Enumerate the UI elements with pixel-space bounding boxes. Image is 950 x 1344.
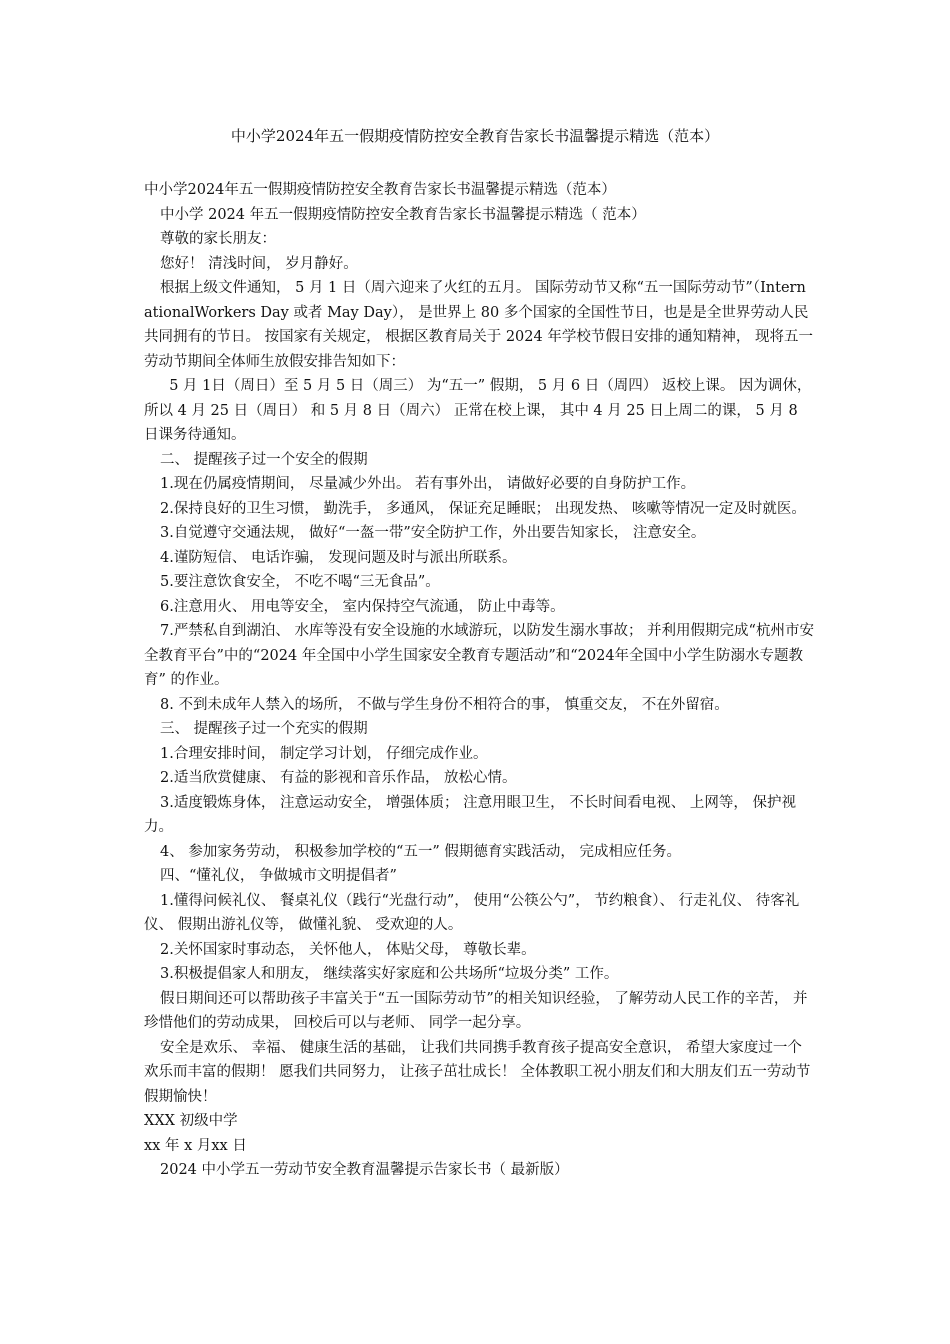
paragraph: XXX 初级中学 — [144, 1113, 238, 1129]
paragraph: 您好！ 清浅时间， 岁月静好。 — [160, 255, 358, 272]
paragraph: 3.适度锻炼身体， 注意运动安全， 增强体质； 注意用眼卫生， 不长时间看电视、 上网等， 保护视力。 — [144, 794, 796, 835]
paragraph: 中小学 2024 年五一假期疫情防控安全教育告家长书温馨提示精选（ 范本） — [160, 206, 646, 223]
paragraph: 8. 不到未成年人禁入的场所， 不做与学生身份不相符合的事， 慎重交友， 不在外留宿。 — [160, 696, 729, 713]
document-body — [144, 178, 817, 1183]
paragraph: 4.谨防短信、 电话诈骗， 发现问题及时与派出所联系。 — [160, 549, 517, 566]
paragraph: 1.现在仍属疫情期间， 尽量减少外出。 若有事外出， 请做好必要的自身防护工作。 — [160, 476, 696, 492]
paragraph: 3.自觉遵守交通法规， 做好“一盔一带”安全防护工作，外出要告知家长， 注意安全。 — [160, 525, 706, 541]
paragraph: 2.适当欣赏健康、 有益的影视和音乐作品， 放松心情。 — [160, 770, 517, 786]
paragraph: 2.关怀国家时事动态， 关怀他人， 体贴父母， 尊敬长辈。 — [160, 941, 536, 958]
paragraph: 2024 中小学五一劳动节安全教育温馨提示告家长书（ 最新版） — [160, 1162, 569, 1178]
paragraph: 安全是欢乐、 幸福、 健康生活的基础， 让我们共同携手教育孩子提高安全意识， 希望大家度过一个欢乐而丰富的假期！ 愿我们共同努力， 让孩子茁壮成长！ 全体教职工祝小朋友们和大朋友们五一劳动节假期愉快！ — [144, 1039, 811, 1105]
paragraph: 三、 提醒孩子过一个充实的假期 — [160, 721, 368, 737]
paragraph: 尊敬的家长朋友： — [160, 231, 276, 247]
paragraph: 2.保持良好的卫生习惯， 勤洗手， 多通风， 保证充足睡眠； 出现发热、 咳嗽等情况一定及时就医。 — [160, 500, 806, 517]
document-title: 中小学2024年五一假期疫情防控安全教育告家长书温馨提示精选（范本） — [230, 127, 720, 145]
paragraph: 3.积极提倡家人和朋友， 继续落实好家庭和公共场所“垃圾分类” 工作。 — [160, 966, 619, 982]
paragraph: xx 年 x 月xx 日 — [144, 1137, 247, 1154]
paragraph: 1.懂得问候礼仪、 餐桌礼仪（践行“光盘行动”， 使用“公筷公勺”， 节约粮食）、 行走礼仪、 待客礼仪、 假期出游礼仪等， 做懂礼貌、 受欢迎的人。 — [144, 892, 800, 933]
paragraph: 5.要注意饮食安全， 不吃不喝“三无食品”。 — [160, 574, 440, 590]
paragraph: 四、“懂礼仪， 争做城市文明提倡者” — [160, 868, 397, 884]
paragraph: 1.合理安排时间， 制定学习计划， 仔细完成作业。 — [160, 745, 488, 762]
paragraph: 5 月 1日（周日）至 5 月 5 日（周三） 为“五一” 假期， 5 月 6 日（周四） 返校上课。 因为调休， 所以 4 月 25 日（周日） 和 5 月 8 日（周六） 正常在校上课， 其中 4 月 25 日上周二的课， 5 月 8 日课务待通知。 — [144, 378, 817, 443]
paragraph: 4、 参加家务劳动， 积极参加学校的“五一” 假期德育实践活动， 完成相应任务。 — [160, 843, 681, 860]
paragraph: 7.严禁私自到湖泊、 水库等没有安全设施的水域游玩，以防发生溺水事故； 并利用假期完成“杭州市安全教育平台”中的“2024 年全国中小学生国家安全教育专题活动”和“2024年全国中小学生防溺水专题教育” 的作业。 — [144, 623, 814, 688]
paragraph: 6.注意用火、 用电等安全， 室内保持空气流通， 防止中毒等。 — [160, 598, 565, 615]
paragraph: 根据上级文件通知， 5 月 1 日（周六迎来了火红的五月。 国际劳动节又称“五一国际劳动节”（InternationalWorkers Day 或者 May Day）， 是世界上 80 多个国家的全国性节日，也是是全世界劳动人民共同拥有的节日。 按国家有关规定， 根据区教育局关于 2024 年学校节假日安排的通知精神， 现将五一劳动节期间全体师生放假安排告知如下： — [144, 280, 813, 370]
paragraph: 假日期间还可以帮助孩子丰富关于“五一国际劳动节”的相关知识经验， 了解劳动人民工作的辛苦， 并珍惜他们的劳动成果， 回校后可以与老师、 同学一起分享。 — [144, 990, 808, 1031]
paragraph: 二、 提醒孩子过一个安全的假期 — [160, 451, 368, 468]
paragraph: 中小学2024年五一假期疫情防控安全教育告家长书温馨提示精选（范本） — [144, 182, 616, 198]
